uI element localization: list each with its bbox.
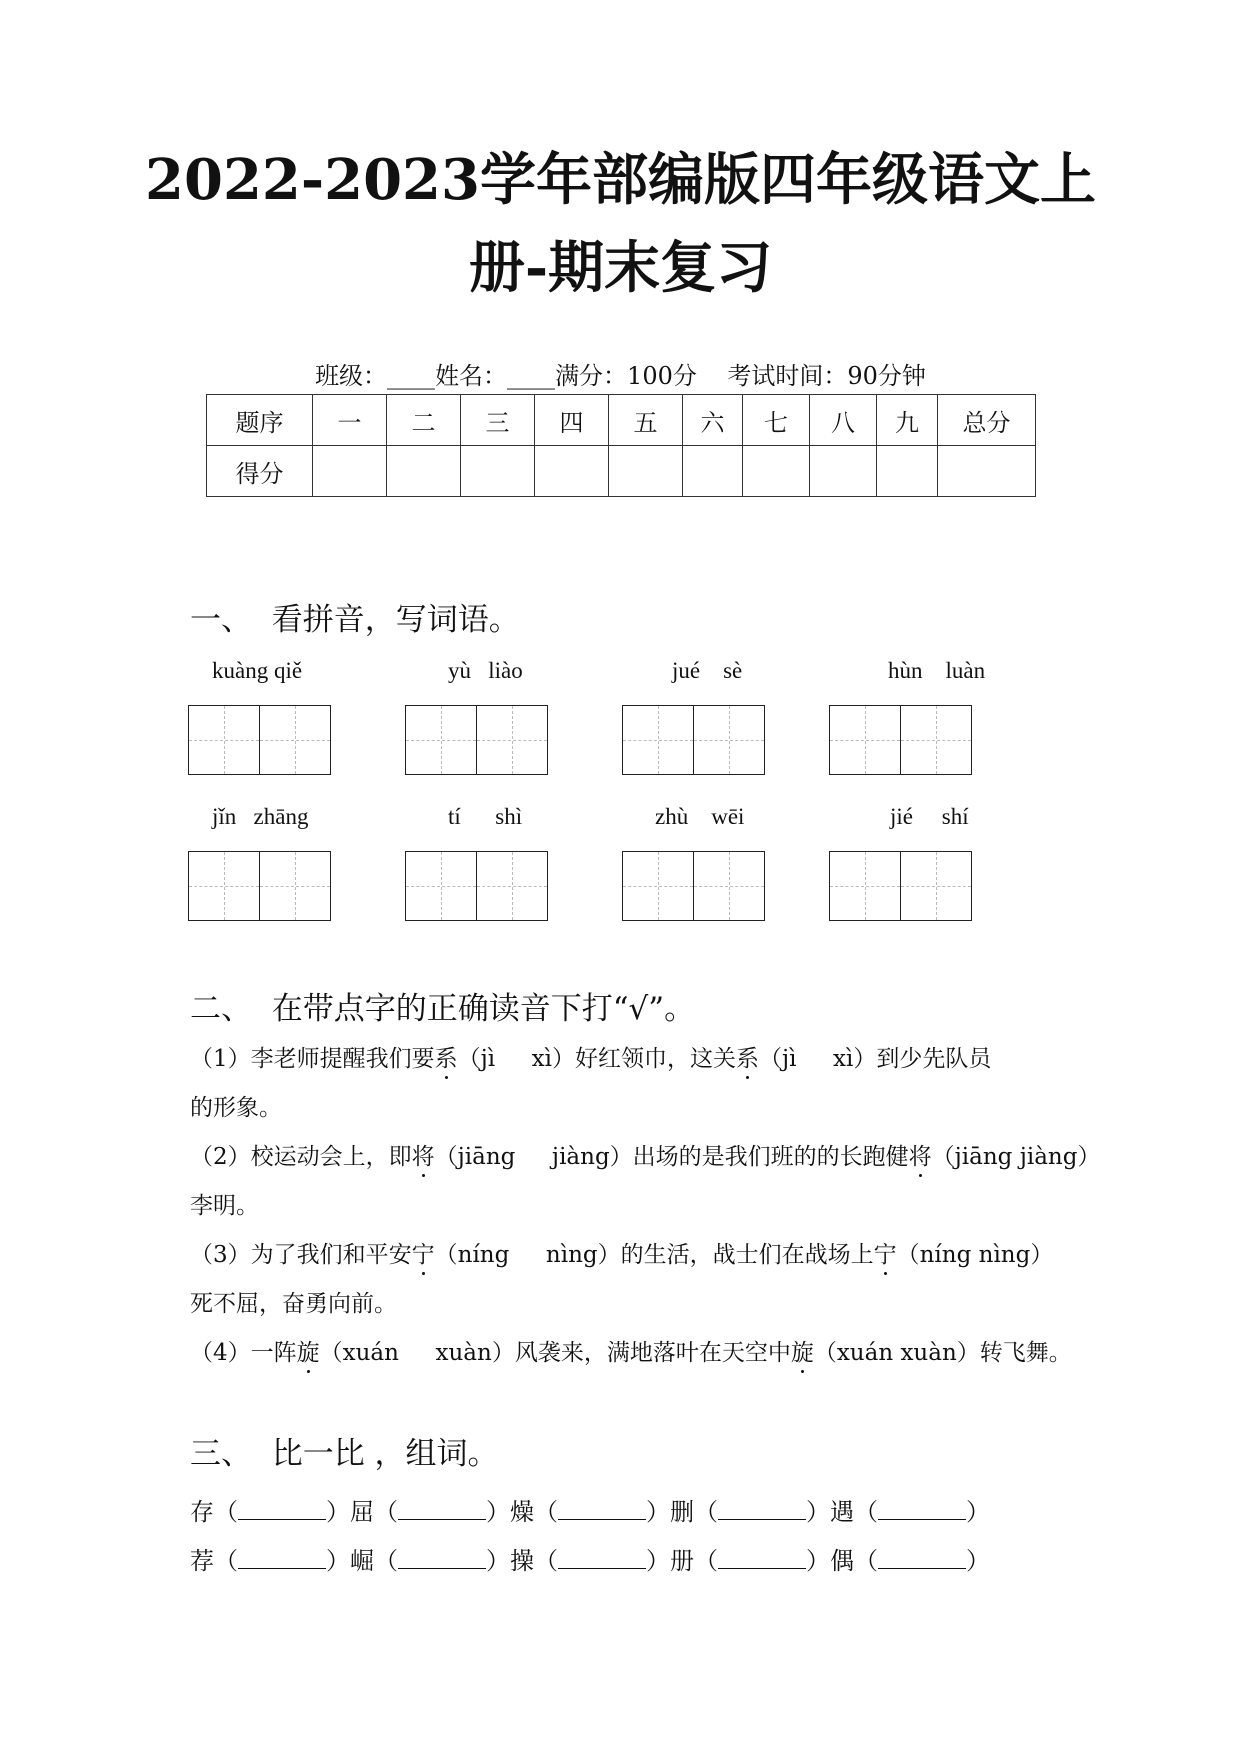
compare-character: 燥	[510, 1498, 534, 1526]
answer-blank[interactable]	[398, 1550, 486, 1569]
page-title-line1: 2022-2023学年部编版四年级语文上	[145, 147, 1096, 213]
answer-blank[interactable]	[878, 1501, 966, 1520]
writing-grid[interactable]	[829, 705, 972, 775]
question-2-line-1: （2）校运动会上，即将（jiāng jiàng）出场的是我们班的的长跑健将（jiāng jiàng）	[190, 1144, 1101, 1170]
answer-blank[interactable]	[878, 1550, 966, 1569]
dotted-character: 宁	[411, 1242, 435, 1268]
dotted-character: 旋	[790, 1340, 814, 1366]
dotted-character: 旋	[296, 1340, 320, 1366]
pinyin-label: jié shí	[890, 804, 969, 829]
score-cell[interactable]	[387, 446, 461, 497]
question-3-line-2: 死不屈，奋勇向前。	[190, 1291, 397, 1317]
score-cell[interactable]	[810, 446, 877, 497]
score-cell[interactable]	[877, 446, 938, 497]
table-header-cell: 九	[877, 395, 938, 446]
score-table-score-row	[207, 446, 1036, 497]
table-header-cell: 六	[683, 395, 743, 446]
dotted-character: 将	[908, 1144, 932, 1170]
table-header-cell: 七	[743, 395, 810, 446]
score-cell[interactable]	[461, 446, 535, 497]
answer-blank[interactable]	[718, 1501, 806, 1520]
answer-blank[interactable]	[238, 1550, 326, 1569]
answer-blank[interactable]	[558, 1550, 646, 1569]
dotted-character: 系	[736, 1046, 760, 1072]
score-cell[interactable]	[743, 446, 810, 497]
dotted-character: 将	[411, 1144, 435, 1170]
compare-character: 崛	[350, 1547, 374, 1575]
question-2-line-2: 李明。	[190, 1193, 259, 1219]
score-table-header-row	[207, 395, 1036, 446]
pinyin-label: yù liào	[448, 658, 523, 683]
compare-character: 偶	[830, 1547, 854, 1575]
section1-heading: 一、 看拼音，写词语。	[190, 602, 520, 638]
dotted-character: 宁	[873, 1242, 897, 1268]
writing-grid[interactable]	[405, 851, 548, 921]
name-label: 姓名：____	[435, 362, 556, 390]
page-title-line2: 册-期末复习	[468, 235, 773, 301]
dotted-character: 系	[434, 1046, 458, 1072]
compare-character: 遇	[830, 1498, 854, 1526]
writing-grid[interactable]	[622, 851, 765, 921]
table-header-cell: 二	[387, 395, 461, 446]
answer-blank[interactable]	[558, 1501, 646, 1520]
table-header-cell: 四	[535, 395, 609, 446]
table-header-cell: 一	[313, 395, 387, 446]
table-header-cell: 八	[810, 395, 877, 446]
writing-grid[interactable]	[405, 705, 548, 775]
score-cell[interactable]	[535, 446, 609, 497]
question-1-line-2: 的形象。	[190, 1095, 282, 1121]
writing-grid[interactable]	[829, 851, 972, 921]
compare-row-2: 荐（ ）崛（ ）操（ ）册（ ）偶（ ）	[190, 1547, 990, 1575]
table-header-cell: 题序	[207, 395, 313, 446]
table-header-cell: 五	[609, 395, 683, 446]
table-header-cell: 三	[461, 395, 535, 446]
full-score: 满分：100分	[555, 362, 697, 390]
compare-row-1: 存（ ）屈（ ）燥（ ）删（ ）遇（ ）	[190, 1498, 990, 1526]
compare-character: 存	[190, 1498, 214, 1526]
answer-blank[interactable]	[718, 1550, 806, 1569]
score-row-label: 得分	[207, 446, 313, 497]
writing-grid[interactable]	[622, 705, 765, 775]
question-1-line-1: （1）李老师提醒我们要系（jì xì）好红领巾，这关系（jì xì）到少先队员	[190, 1046, 992, 1072]
pinyin-label: zhù wēi	[655, 804, 745, 829]
score-cell[interactable]	[609, 446, 683, 497]
compare-character: 屈	[350, 1498, 374, 1526]
compare-character: 删	[670, 1498, 694, 1526]
score-cell[interactable]	[313, 446, 387, 497]
class-label: 班级：____	[315, 362, 436, 390]
score-cell[interactable]	[938, 446, 1036, 497]
section3-heading: 三、 比一比 ，组词。	[190, 1436, 499, 1472]
score-table	[206, 394, 1036, 497]
table-header-cell: 总分	[938, 395, 1036, 446]
pinyin-label: kuàng qiě	[212, 658, 303, 683]
answer-blank[interactable]	[238, 1501, 326, 1520]
compare-character: 操	[510, 1547, 534, 1575]
pinyin-label: jué sè	[672, 658, 743, 683]
exam-info	[0, 356, 1241, 391]
question-4-line-1: （4）一阵旋（xuán xuàn）风袭来，满地落叶在天空中旋（xuán xuàn）转飞舞。	[190, 1340, 1072, 1366]
exam-time: 考试时间：90分钟	[727, 362, 926, 390]
compare-character: 册	[670, 1547, 694, 1575]
pinyin-label: hùn luàn	[888, 658, 986, 683]
pinyin-label: jǐn zhāng	[212, 804, 309, 829]
answer-blank[interactable]	[398, 1501, 486, 1520]
compare-character: 荐	[190, 1547, 214, 1575]
section2-heading: 二、 在带点字的正确读音下打“√”。	[190, 991, 696, 1027]
writing-grid[interactable]	[188, 705, 331, 775]
score-cell[interactable]	[683, 446, 743, 497]
writing-grid[interactable]	[188, 851, 331, 921]
pinyin-label: tí shì	[448, 804, 523, 829]
question-3-line-1: （3）为了我们和平安宁（níng nìng）的生活，战士们在战场上宁（níng nìng）	[190, 1242, 1054, 1268]
